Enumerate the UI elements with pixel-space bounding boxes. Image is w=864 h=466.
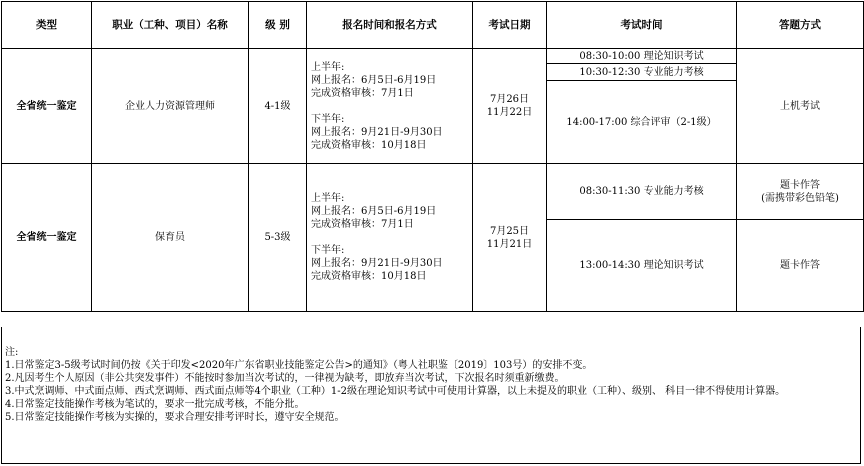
notes-title: 注: bbox=[5, 347, 19, 358]
answer-method-1 bbox=[737, 164, 864, 220]
note-item-3: 3.中式烹调师、中式面点师、西式烹调师、西式面点师等4个职业（工种）1-2级在理论知识考试中可使用计算器，以上未提及的职业（工种）、级别、 科目一律不得使用计算器。 bbox=[5, 386, 786, 397]
reg-first-half: 上半年: bbox=[311, 193, 345, 204]
reg-first-review: 完成资格审核：7月1日 bbox=[311, 219, 414, 230]
row-registration bbox=[307, 164, 473, 312]
reg-second-online: 网上报名：9月21日-9月30日 bbox=[311, 126, 443, 138]
note-item-5: 5.日常鉴定技能操作考核为实操的，要求合理安排考评时长，遵守安全规范。 bbox=[5, 412, 345, 423]
table-header-row bbox=[2, 2, 864, 49]
header-answer-method: 答题方式 bbox=[737, 2, 864, 49]
row-registration bbox=[307, 49, 473, 164]
row-answer-method: 上机考试 bbox=[737, 49, 864, 164]
exam-date-1: 7月26日 bbox=[489, 94, 530, 105]
note-item-4: 4.日常鉴定技能操作考核为笔试的，要求一批完成考核，不能分批。 bbox=[5, 399, 305, 410]
reg-spacer bbox=[311, 100, 472, 113]
header-exam-date: 考试日期 bbox=[473, 2, 547, 49]
exam-time-3: 14:00-17:00 综合评审（2-1级） bbox=[547, 81, 737, 164]
header-exam-time: 考试时间 bbox=[547, 2, 737, 49]
reg-second-review: 完成资格审核：10月18日 bbox=[311, 139, 427, 151]
reg-spacer bbox=[311, 231, 472, 244]
header-level: 级 别 bbox=[249, 2, 307, 49]
reg-first-online: 网上报名：6月5日-6月19日 bbox=[311, 206, 437, 217]
notes-section bbox=[1, 327, 861, 464]
row-exam-date bbox=[473, 164, 547, 312]
row-type: 全省统一鉴定 bbox=[2, 164, 92, 312]
answer-method-line2: (需携带彩色铅笔) bbox=[761, 192, 839, 204]
row-occupation: 保育员 bbox=[92, 164, 249, 312]
reg-second-review: 完成资格审核：10月18日 bbox=[311, 271, 427, 282]
header-type: 类型 bbox=[2, 2, 92, 49]
row-type: 全省统一鉴定 bbox=[2, 49, 92, 164]
exam-time-1: 08:30-10:00 理论知识考试 bbox=[547, 49, 737, 64]
reg-second-half: 下半年: bbox=[311, 245, 345, 256]
row-occupation: 企业人力资源管理师 bbox=[92, 49, 249, 164]
row-level: 5-3级 bbox=[249, 164, 307, 312]
exam-time-2: 10:30-12:30 专业能力考核 bbox=[547, 64, 737, 81]
reg-first-online: 网上报名：6月5日-6月19日 bbox=[311, 74, 437, 86]
reg-first-review: 完成资格审核：7月1日 bbox=[311, 87, 414, 99]
exam-date-2: 11月21日 bbox=[486, 238, 533, 250]
row-exam-date bbox=[473, 49, 547, 164]
table-row bbox=[2, 49, 864, 64]
exam-time-1: 08:30-11:30 专业能力考核 bbox=[547, 164, 737, 220]
reg-second-half: 下半年: bbox=[311, 113, 345, 125]
exam-date-2: 11月22日 bbox=[486, 107, 533, 118]
exam-date-1: 7月25日 bbox=[489, 225, 530, 237]
exam-schedule-table bbox=[1, 1, 864, 312]
table-row bbox=[2, 164, 864, 220]
reg-second-online: 网上报名：9月21日-9月30日 bbox=[311, 258, 443, 269]
reg-first-half: 上半年: bbox=[311, 61, 345, 73]
header-occupation: 职业（工种、项目）名称 bbox=[92, 2, 249, 49]
header-registration: 报名时间和报名方式 bbox=[307, 2, 473, 49]
answer-method-2: 题卡作答 bbox=[737, 220, 864, 312]
note-item-1: 1.日常鉴定3-5级考试时间仍按《关于印发<2020年广东省职业技能鉴定公告>的通知》（粤人社职鉴〔2019〕103号）的安排不变。 bbox=[5, 360, 593, 371]
row-level: 4-1级 bbox=[249, 49, 307, 164]
note-item-2: 2.凡因考生个人原因（非公共突发事件）不能按时参加当次考试的，一律视为缺考，即放弃当次考试，下次报名时须重新缴费。 bbox=[5, 373, 565, 384]
answer-method-line1: 题卡作答 bbox=[780, 179, 820, 191]
exam-time-2: 13:00-14:30 理论知识考试 bbox=[547, 220, 737, 312]
